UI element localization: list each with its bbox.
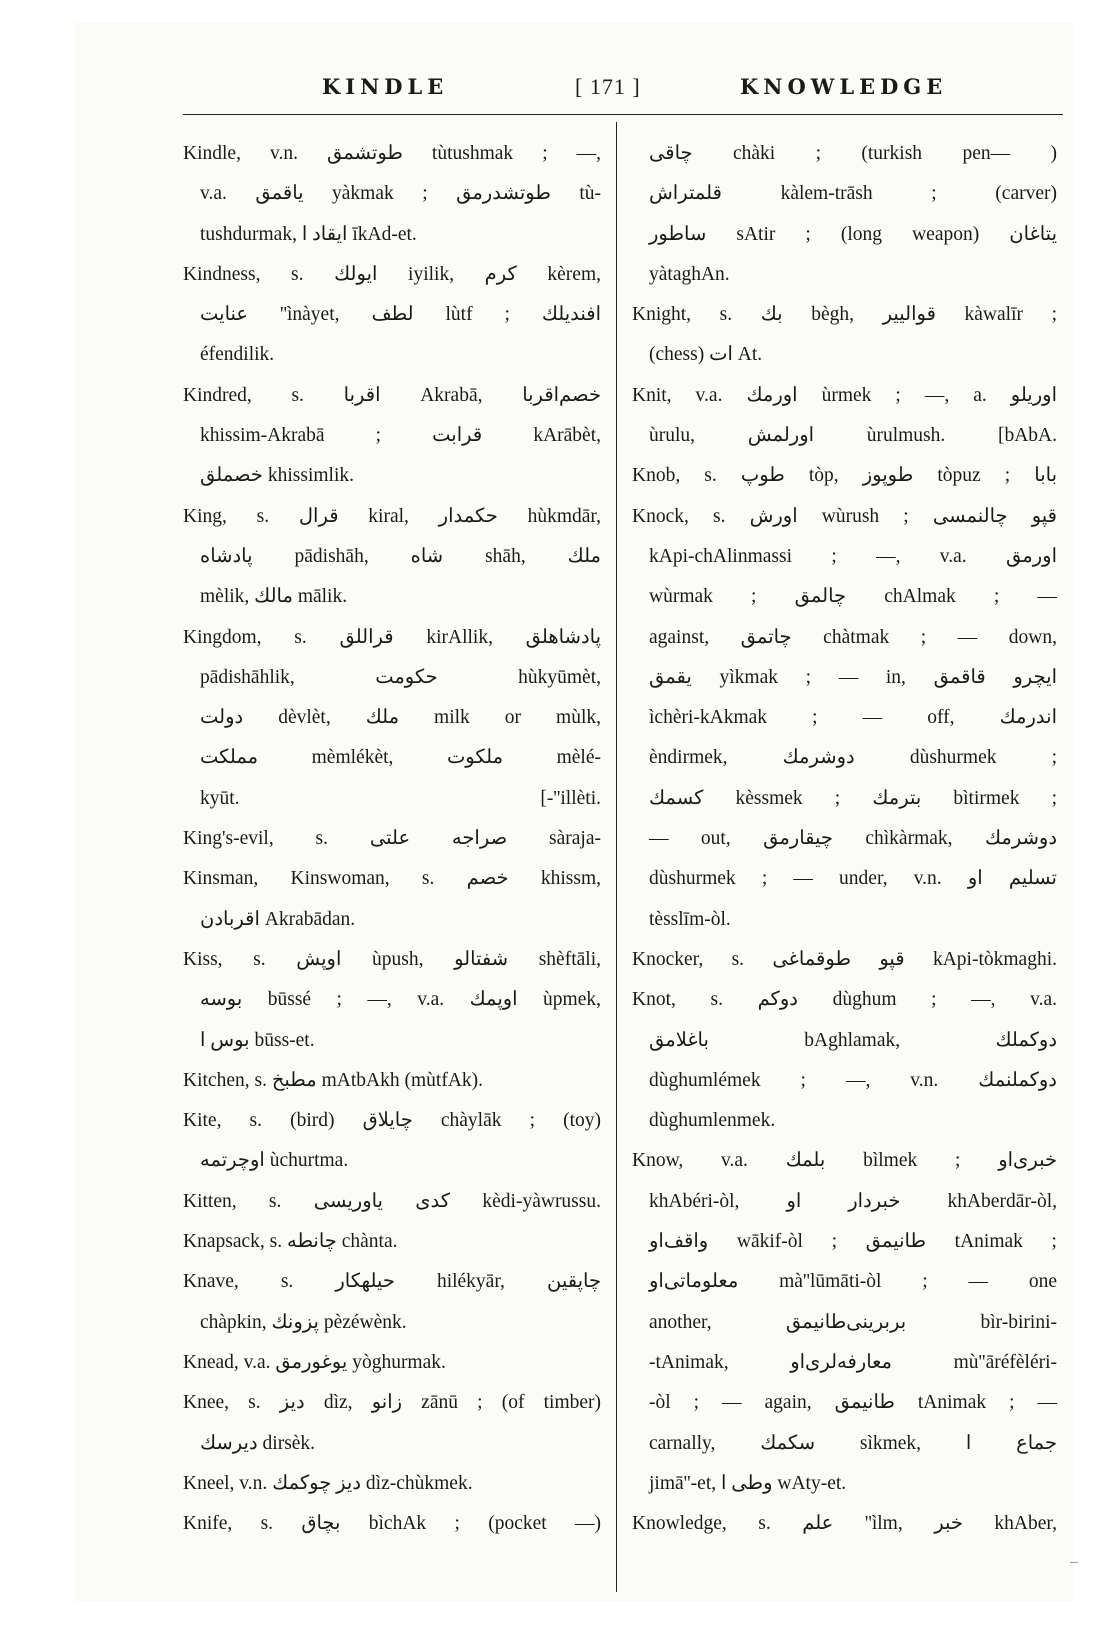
- dictionary-line: — out, چيقارمق chìkàrmak, دوشرمك: [649, 828, 1057, 850]
- dictionary-line: Knife, s. بچاق bìchAk ; (pocket —): [183, 1513, 601, 1535]
- dictionary-line: بوسه būssé ; —, v.a. اوپمك ùpmek,: [200, 989, 601, 1011]
- dictionary-line: Knocker, s. قپو طوقماغی kApi-tòkmaghi.: [632, 948, 1057, 970]
- dictionary-line: Kindred, s. اقربا Akrabā, خصم‌اقربا: [183, 384, 601, 406]
- dictionary-line: Knob, s. طوپ tòp, طوپوز tòpuz ; بابا: [632, 465, 1057, 487]
- dictionary-line: another, بربرينى‌طانيمق bìr-birini-: [649, 1311, 1057, 1333]
- scan-mark: [1070, 1562, 1078, 1563]
- dictionary-line: Kitten, s. كدی ياوريسی kèdi-yàwrussu.: [183, 1190, 601, 1212]
- dictionary-line: pādishāhlik, حكومت hùkyūmèt,: [200, 666, 601, 688]
- dictionary-line: King's-evil, s. صراجه علتی sàraja-: [183, 828, 601, 850]
- dictionary-line: مملكت mèmlékèt, ملكوت mèlé-: [200, 747, 601, 769]
- dictionary-line: اوچرتمه ùchurtma.: [200, 1150, 349, 1172]
- dictionary-line: چاقی chàki ; (turkish pen— ): [649, 143, 1057, 164]
- dictionary-line: éfendilik.: [200, 344, 275, 366]
- dictionary-line: dùshurmek ; — under, v.n. تسليم او: [649, 868, 1057, 890]
- dictionary-line: kyūt. [-''illèti.: [200, 787, 601, 809]
- dictionary-line: wùrmak ; چالمق chAlmak ; —: [649, 586, 1057, 608]
- dictionary-line: Kinsman, Kinswoman, s. خصم khissm,: [183, 868, 601, 890]
- dictionary-line: kApi-chAlinmassi ; —, v.a. اورمق: [649, 545, 1057, 567]
- dictionary-line: -òl ; — again, طانيمق tAnimak ; —: [649, 1392, 1057, 1414]
- dictionary-line: mèlik, مالك mālik.: [200, 586, 348, 608]
- running-head: [75, 74, 1073, 108]
- dictionary-line: معلوماتی‌او mà''lūmāti-òl ; — one: [649, 1271, 1057, 1293]
- dictionary-line: Knot, s. دوكم dùghum ; —, v.a.: [632, 989, 1057, 1011]
- dictionary-line: عنايت ''ìnàyet, لطف lùtf ; افنديلك: [200, 304, 601, 326]
- dictionary-line: Kindness, s. ايولك iyilik, كرم kèrem,: [183, 263, 601, 285]
- dictionary-line: باغلامق bAghlamak, دوكملك: [649, 1029, 1057, 1051]
- dictionary-line: دولت dèvlèt, ملك milk or mùlk,: [200, 707, 601, 729]
- dictionary-line: Kiss, s. اوپش ùpush, شفتالو shèftāli,: [183, 948, 601, 970]
- dictionary-line: dùghumlémek ; —, v.n. دوكملنمك: [649, 1069, 1057, 1091]
- dictionary-line: Kingdom, s. قراللق kirAllik, پادشاهلق: [183, 626, 601, 648]
- dictionary-line: ديرسك dirsèk.: [200, 1432, 316, 1454]
- dictionary-line: khissim-Akrabā ; قرابت kArābèt,: [200, 425, 601, 447]
- header-rule: [183, 114, 1063, 115]
- dictionary-line: اقربادن Akrabādan.: [200, 908, 356, 930]
- dictionary-line: carnally, سكمك sìkmek, جماع ا: [649, 1432, 1057, 1454]
- column-divider: [616, 122, 617, 1592]
- dictionary-line: ساطور sAtir ; (long weapon) يتاغان: [649, 223, 1057, 245]
- dictionary-line: chàpkin, پزونك pèzéwènk.: [200, 1311, 407, 1333]
- dictionary-line: against, چاتمق chàtmak ; — down,: [649, 626, 1057, 648]
- left-column: [183, 134, 601, 1544]
- dictionary-line: واقف‌او wākif-òl ; طانيمق tAnimak ;: [649, 1231, 1057, 1253]
- dictionary-line: خصملق khissimlik.: [200, 465, 354, 487]
- header-left-guide-word: KINDLE: [322, 74, 449, 99]
- right-column: [632, 134, 1057, 1544]
- dictionary-line: Knapsack, s. چانطه chànta.: [183, 1231, 398, 1253]
- dictionary-line: پادشاه pādishāh, شاه shāh, ملك: [200, 545, 601, 567]
- dictionary-page: [75, 22, 1073, 1602]
- header-right-guide-word: KNOWLEDGE: [740, 74, 948, 99]
- dictionary-line: ìchèri-kAkmak ; — off, اندرمك: [649, 707, 1057, 729]
- dictionary-line: èndirmek, دوشرمك dùshurmek ;: [649, 747, 1057, 769]
- dictionary-line: tushdurmak, ايقاد ا īkAd-et.: [200, 223, 417, 245]
- dictionary-line: Knock, s. اورش wùrush ; قپو چالنمسی: [632, 505, 1057, 527]
- page-number: [ 171 ]: [575, 74, 641, 99]
- dictionary-line: yàtaghAn.: [649, 263, 730, 285]
- dictionary-line: قلمتراش kàlem-trāsh ; (carver): [649, 183, 1057, 205]
- dictionary-line: Knit, v.a. اورمك ùrmek ; —, a. اوريلو: [632, 384, 1057, 406]
- dictionary-line: Knowledge, s. علم ''ìlm, خبر khAber,: [632, 1513, 1057, 1535]
- dictionary-line: ùrulu, اورلمش ùrulmush. [bAbA.: [649, 425, 1057, 447]
- dictionary-line: tèsslīm-òl.: [649, 908, 731, 930]
- dictionary-line: Knave, s. حيلهكار hilékyār, چاپقين: [183, 1271, 601, 1293]
- dictionary-line: Kite, s. (bird) چايلاق chàylāk ; (toy): [183, 1110, 601, 1132]
- dictionary-line: يقمق yìkmak ; — in, ايچرو قاقمق: [649, 666, 1057, 688]
- dictionary-line: King, s. قرال kiral, حكمدار hùkmdār,: [183, 505, 601, 527]
- dictionary-line: كسمك kèssmek ; بترمك bìtirmek ;: [649, 787, 1057, 809]
- dictionary-line: بوس ا būss-et.: [200, 1029, 315, 1051]
- dictionary-line: Kneel, v.n. ديز چوكمك dìz-chùkmek.: [183, 1472, 473, 1494]
- dictionary-line: (chess) ات At.: [649, 344, 763, 366]
- dictionary-line: Kindle, v.n. طوتشمق tùtushmak ; —,: [183, 143, 601, 164]
- dictionary-line: Knight, s. بك bègh, قواليير kàwalīr ;: [632, 304, 1057, 326]
- dictionary-line: Kitchen, s. مطبخ mAtbAkh (mùtfAk).: [183, 1069, 484, 1091]
- dictionary-line: -tAnimak, معارفه‌لری‌او mù''āréfèléri-: [649, 1351, 1057, 1373]
- dictionary-line: jimā''-et, وطی ا wAty-et.: [649, 1472, 847, 1494]
- dictionary-line: Knead, v.a. يوغورمق yòghurmak.: [183, 1351, 446, 1373]
- dictionary-line: v.a. ياقمق yàkmak ; طوتشدرمق tù-: [200, 183, 601, 205]
- dictionary-line: Know, v.a. بلمك bìlmek ; خبرى‌او: [632, 1150, 1057, 1172]
- dictionary-line: Knee, s. ديز dìz, زانو zānū ; (of timber): [183, 1392, 601, 1414]
- dictionary-line: khAbéri-òl, خبردار او khAberdār-òl,: [649, 1190, 1057, 1212]
- dictionary-line: dùghumlenmek.: [649, 1110, 776, 1132]
